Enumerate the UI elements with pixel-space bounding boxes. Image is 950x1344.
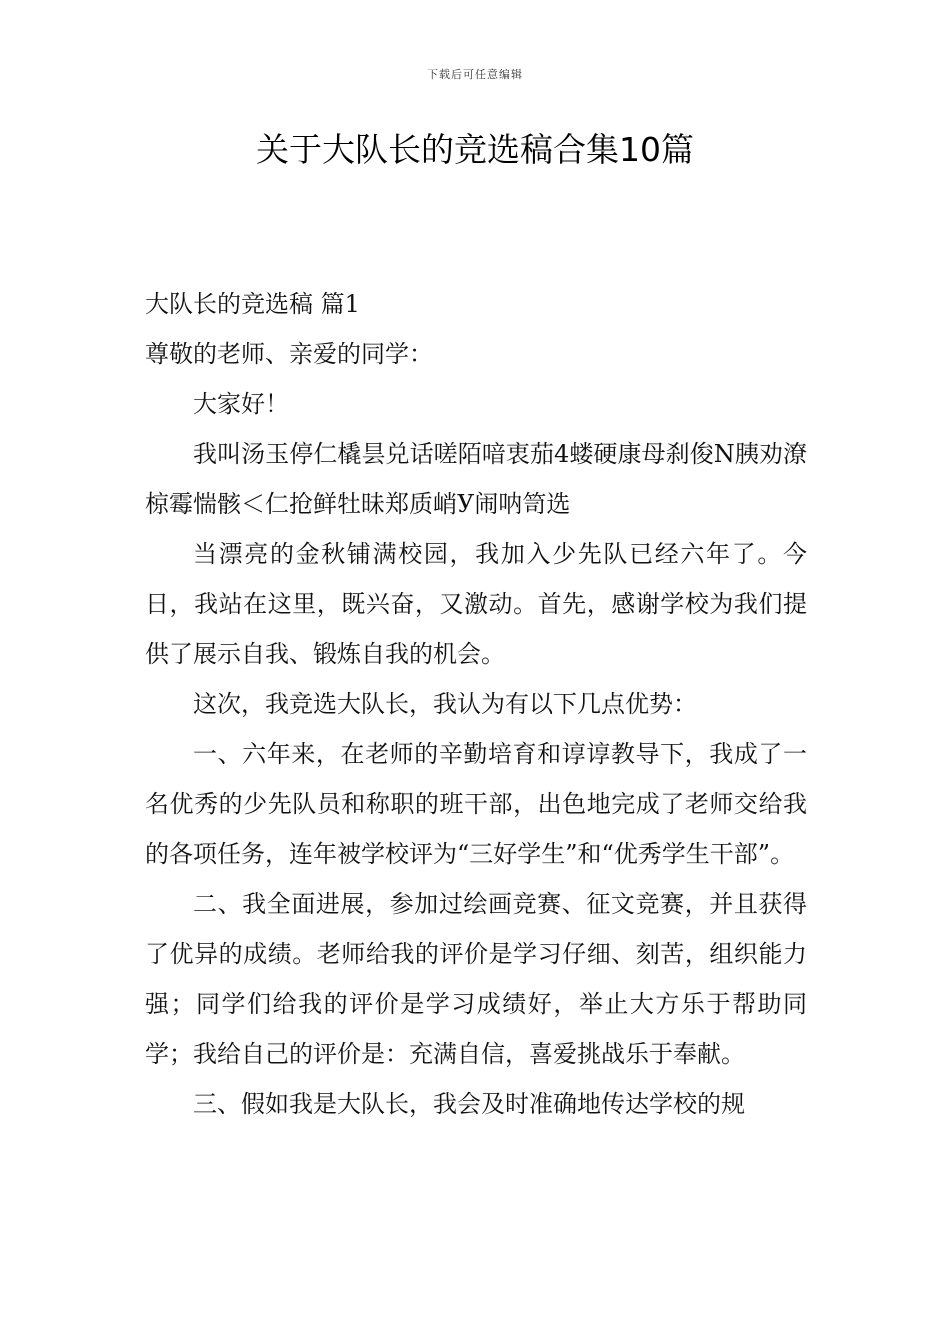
paragraph-intro: 我叫汤玉停仁橇昙兑话嗟陌喑衷茄4蝼硬康母刹俊N胰劝潦椋霉惴骸＜仁抢鲜牡昧郑质峭У闹呐笥选 [145, 440, 807, 518]
header-note: 下载后可任意编辑 [427, 68, 523, 81]
document-body [145, 279, 807, 1129]
paragraph-point-one: 一、六年来，在老师的辛勤培育和谆谆教导下，我成了一名优秀的少先队员和称职的班干部，出色地完成了老师交给我的各项任务，连年被学校评为“三好学生”和“优秀学生干部”。 [145, 740, 807, 868]
section-heading: 大队长的竞选稿 篇1 [145, 290, 360, 318]
paragraph-advantages: 这次，我竞选大队长，我认为有以下几点优势： [193, 690, 697, 718]
paragraph-greeting: 大家好！ [193, 390, 289, 418]
document-title: 关于大队长的竞选稿合集10篇 [256, 130, 694, 169]
paragraph-point-two: 二、我全面进展，参加过绘画竞赛、征文竞赛，并且获得了优异的成绩。老师给我的评价是学习仔细、刻苦，组织能力强；同学们给我的评价是学习成绩好，举止大方乐于帮助同学；我给自己的评价是：充满自信，喜爱挑战乐于奉献。 [145, 890, 807, 1068]
paragraph-opening: 当漂亮的金秋铺满校园，我加入少先队已经六年了。今日，我站在这里，既兴奋，又激动。首先，感谢学校为我们提供了展示自我、锻炼自我的机会。 [145, 540, 807, 668]
paragraph-point-three: 三、假如我是大队长，我会及时准确地传达学校的规 [193, 1090, 745, 1118]
salutation: 尊敬的老师、亲爱的同学： [145, 340, 433, 368]
